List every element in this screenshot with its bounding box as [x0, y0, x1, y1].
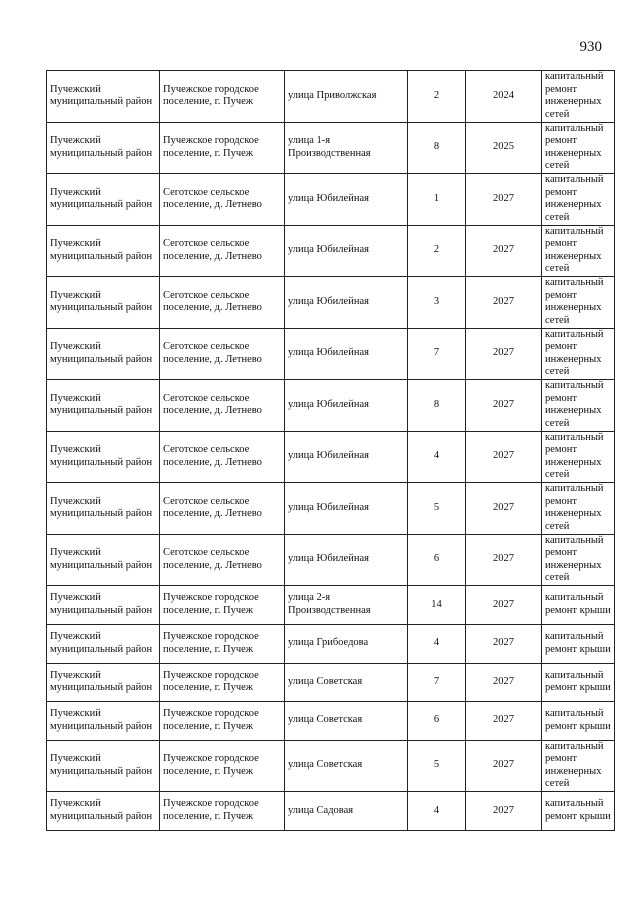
district-cell: Пучежский муниципальный район [47, 792, 160, 831]
table-row [47, 225, 615, 277]
work-type-cell: капитальный ремонт инженерных сетей [542, 534, 615, 586]
year-cell: 2024 [466, 71, 542, 123]
street-cell: улица Грибоедова [285, 625, 408, 664]
year-cell: 2027 [466, 277, 542, 329]
table-row [47, 483, 615, 535]
district-cell: Пучежский муниципальный район [47, 625, 160, 664]
district-cell: Пучежский муниципальный район [47, 740, 160, 792]
year-cell: 2027 [466, 483, 542, 535]
year-cell: 2027 [466, 431, 542, 483]
street-cell: улица Юбилейная [285, 431, 408, 483]
house-number-cell: 14 [408, 586, 466, 625]
table-row [47, 431, 615, 483]
district-cell: Пучежский муниципальный район [47, 277, 160, 329]
street-cell: улица Юбилейная [285, 174, 408, 226]
street-cell: улица Садовая [285, 792, 408, 831]
table-row [47, 174, 615, 226]
house-number-cell: 7 [408, 663, 466, 702]
settlement-cell: Сеготское сельское поселение, д. Летнево [160, 431, 285, 483]
house-number-cell: 2 [408, 225, 466, 277]
table-row [47, 586, 615, 625]
year-cell: 2027 [466, 792, 542, 831]
page-number: 930 [579, 39, 602, 55]
district-cell: Пучежский муниципальный район [47, 702, 160, 741]
settlement-cell: Пучежское городское поселение, г. Пучеж [160, 792, 285, 831]
house-number-cell: 8 [408, 122, 466, 174]
street-cell: улица 2-я Производственная [285, 586, 408, 625]
district-cell: Пучежский муниципальный район [47, 586, 160, 625]
table-row [47, 663, 615, 702]
work-type-cell: капитальный ремонт инженерных сетей [542, 225, 615, 277]
year-cell: 2027 [466, 663, 542, 702]
house-number-cell: 8 [408, 380, 466, 432]
street-cell: улица Юбилейная [285, 277, 408, 329]
street-cell: улица Юбилейная [285, 380, 408, 432]
district-cell: Пучежский муниципальный район [47, 431, 160, 483]
work-type-cell: капитальный ремонт инженерных сетей [542, 380, 615, 432]
street-cell: улица Советская [285, 702, 408, 741]
table-row [47, 625, 615, 664]
house-number-cell: 5 [408, 483, 466, 535]
settlement-cell: Сеготское сельское поселение, д. Летнево [160, 328, 285, 380]
year-cell: 2027 [466, 380, 542, 432]
work-type-cell: капитальный ремонт крыши [542, 663, 615, 702]
street-cell: улица Советская [285, 663, 408, 702]
repair-schedule-table [46, 70, 615, 831]
district-cell: Пучежский муниципальный район [47, 328, 160, 380]
year-cell: 2027 [466, 534, 542, 586]
house-number-cell: 7 [408, 328, 466, 380]
district-cell: Пучежский муниципальный район [47, 483, 160, 535]
work-type-cell: капитальный ремонт крыши [542, 702, 615, 741]
district-cell: Пучежский муниципальный район [47, 122, 160, 174]
year-cell: 2027 [466, 702, 542, 741]
work-type-cell: капитальный ремонт инженерных сетей [542, 740, 615, 792]
table-row [47, 122, 615, 174]
district-cell: Пучежский муниципальный район [47, 71, 160, 123]
street-cell: улица Юбилейная [285, 534, 408, 586]
year-cell: 2027 [466, 174, 542, 226]
year-cell: 2025 [466, 122, 542, 174]
street-cell: улица Юбилейная [285, 328, 408, 380]
district-cell: Пучежский муниципальный район [47, 174, 160, 226]
year-cell: 2027 [466, 740, 542, 792]
year-cell: 2027 [466, 625, 542, 664]
settlement-cell: Сеготское сельское поселение, д. Летнево [160, 174, 285, 226]
district-cell: Пучежский муниципальный район [47, 225, 160, 277]
table-row [47, 534, 615, 586]
table-row [47, 328, 615, 380]
settlement-cell: Сеготское сельское поселение, д. Летнево [160, 534, 285, 586]
street-cell: улица Советская [285, 740, 408, 792]
settlement-cell: Пучежское городское поселение, г. Пучеж [160, 740, 285, 792]
work-type-cell: капитальный ремонт инженерных сетей [542, 277, 615, 329]
table-row [47, 702, 615, 741]
settlement-cell: Пучежское городское поселение, г. Пучеж [160, 122, 285, 174]
work-type-cell: капитальный ремонт инженерных сетей [542, 328, 615, 380]
work-type-cell: капитальный ремонт крыши [542, 792, 615, 831]
house-number-cell: 4 [408, 792, 466, 831]
house-number-cell: 5 [408, 740, 466, 792]
house-number-cell: 3 [408, 277, 466, 329]
settlement-cell: Пучежское городское поселение, г. Пучеж [160, 702, 285, 741]
settlement-cell: Сеготское сельское поселение, д. Летнево [160, 225, 285, 277]
settlement-cell: Пучежское городское поселение, г. Пучеж [160, 71, 285, 123]
table-row [47, 71, 615, 123]
district-cell: Пучежский муниципальный район [47, 380, 160, 432]
house-number-cell: 6 [408, 534, 466, 586]
work-type-cell: капитальный ремонт инженерных сетей [542, 174, 615, 226]
street-cell: улица Юбилейная [285, 483, 408, 535]
work-type-cell: капитальный ремонт инженерных сетей [542, 431, 615, 483]
work-type-cell: капитальный ремонт инженерных сетей [542, 122, 615, 174]
settlement-cell: Пучежское городское поселение, г. Пучеж [160, 625, 285, 664]
district-cell: Пучежский муниципальный район [47, 534, 160, 586]
house-number-cell: 4 [408, 625, 466, 664]
street-cell: улица 1-я Производственная [285, 122, 408, 174]
table-row [47, 740, 615, 792]
settlement-cell: Пучежское городское поселение, г. Пучеж [160, 663, 285, 702]
year-cell: 2027 [466, 225, 542, 277]
settlement-cell: Сеготское сельское поселение, д. Летнево [160, 277, 285, 329]
settlement-cell: Пучежское городское поселение, г. Пучеж [160, 586, 285, 625]
work-type-cell: капитальный ремонт крыши [542, 586, 615, 625]
work-type-cell: капитальный ремонт инженерных сетей [542, 483, 615, 535]
house-number-cell: 6 [408, 702, 466, 741]
table-row [47, 277, 615, 329]
house-number-cell: 2 [408, 71, 466, 123]
table-row [47, 380, 615, 432]
street-cell: улица Приволжская [285, 71, 408, 123]
work-type-cell: капитальный ремонт крыши [542, 625, 615, 664]
work-type-cell: капитальный ремонт инженерных сетей [542, 71, 615, 123]
year-cell: 2027 [466, 586, 542, 625]
year-cell: 2027 [466, 328, 542, 380]
house-number-cell: 4 [408, 431, 466, 483]
settlement-cell: Сеготское сельское поселение, д. Летнево [160, 483, 285, 535]
settlement-cell: Сеготское сельское поселение, д. Летнево [160, 380, 285, 432]
street-cell: улица Юбилейная [285, 225, 408, 277]
house-number-cell: 1 [408, 174, 466, 226]
table-row [47, 792, 615, 831]
district-cell: Пучежский муниципальный район [47, 663, 160, 702]
